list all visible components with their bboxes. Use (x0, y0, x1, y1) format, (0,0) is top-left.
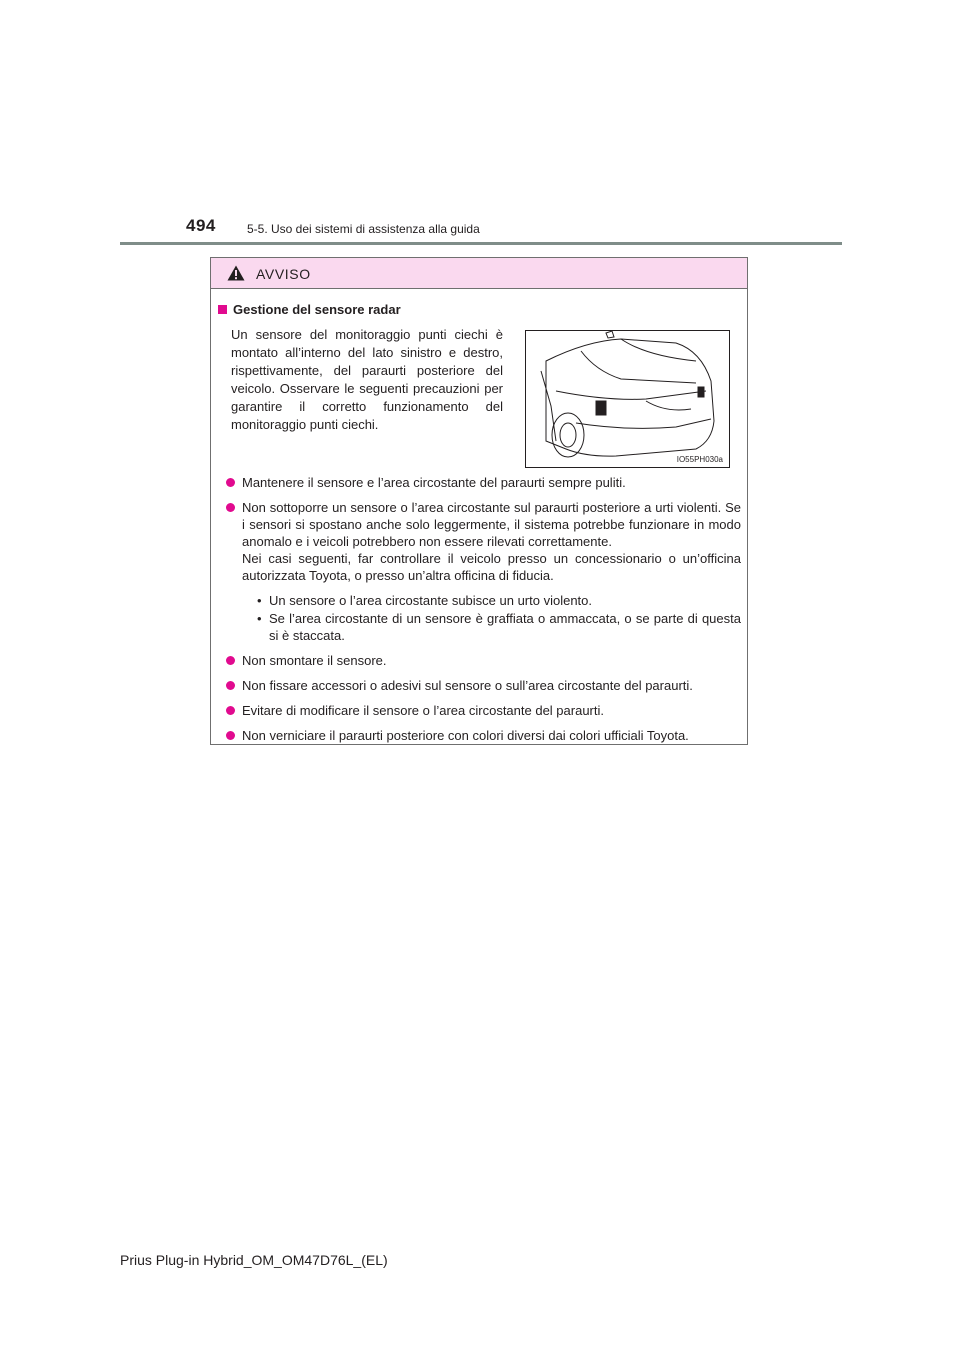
list-item (225, 677, 741, 694)
section-title: 5-5. Uso dei sistemi di assistenza alla guida (247, 222, 480, 236)
warning-header (211, 258, 747, 289)
sub-list-item (242, 592, 741, 609)
round-bullet-icon (226, 731, 235, 740)
warning-subhead-text: Gestione del sensore radar (233, 302, 401, 317)
round-bullet-icon (226, 503, 235, 512)
figure-code: IO55PH030a (676, 455, 723, 464)
round-bullet-icon (226, 706, 235, 715)
bullet-text: Evitare di modificare il sensore o l’area circostante del paraurti. (242, 703, 605, 718)
round-bullet-icon (226, 478, 235, 487)
bullet-extra-text: Nei casi seguenti, far controllare il veicolo presso un concessionario o un’officina autorizzata Toyota, o presso un’altra officina di fiducia. (242, 551, 741, 583)
list-item (225, 499, 741, 644)
car-rear-illustration (525, 330, 730, 468)
warning-box (210, 257, 748, 745)
header-divider (120, 242, 842, 245)
page-number: 494 (186, 216, 216, 235)
car-rear-drawing (526, 331, 729, 467)
list-item (225, 727, 741, 744)
sub-list (242, 592, 741, 644)
round-bullet-icon (226, 681, 235, 690)
precautions-list (225, 474, 741, 752)
list-item (225, 652, 741, 669)
bullet-text: Non fissare accessori o adesivi sul sensore o sull’area circostante del paraurti. (242, 678, 693, 693)
list-item (225, 474, 741, 491)
intro-paragraph: Un sensore del monitoraggio punti ciechi è montato all’interno del lato sinistro e destro, rispettivamente, del paraurti posteriore del veicolo. Osservare le seguenti precauzioni per garantire il corretto funzionamento del monitoraggio punti ciechi. (231, 327, 503, 432)
warning-label: AVVISO (256, 266, 311, 282)
bullet-text: Non smontare il sensore. (242, 653, 387, 668)
sub-item-text: Se l’area circostante di un sensore è graffiata o ammaccata, o se parte di questa si è staccata. (269, 611, 741, 643)
square-bullet-icon (218, 305, 227, 314)
bullet-text: Non verniciare il paraurti posteriore con colori diversi dai colori ufficiali Toyota. (242, 728, 689, 743)
document-footer: Prius Plug-in Hybrid_OM_OM47D76L_(EL) (120, 1252, 388, 1268)
sub-bullet-mark: • (257, 611, 262, 626)
warning-triangle-icon (227, 265, 245, 281)
warning-subhead (218, 302, 401, 317)
bullet-text: Mantenere il sensore e l’area circostante del paraurti sempre puliti. (242, 475, 626, 490)
round-bullet-icon (226, 656, 235, 665)
bullet-text: Non sottoporre un sensore o l’area circostante sul paraurti posteriore a urti violenti. Se i sensori si spostano anche solo leggermente, il sistema potrebbe funzionare in modo anomalo e i veicoli potrebbero non essere rilevati correttamente. (242, 500, 741, 549)
sub-list-item (242, 610, 741, 644)
sub-bullet-mark: • (257, 593, 262, 608)
sub-item-text: Un sensore o l’area circostante subisce un urto violento. (269, 593, 593, 608)
list-item (225, 702, 741, 719)
